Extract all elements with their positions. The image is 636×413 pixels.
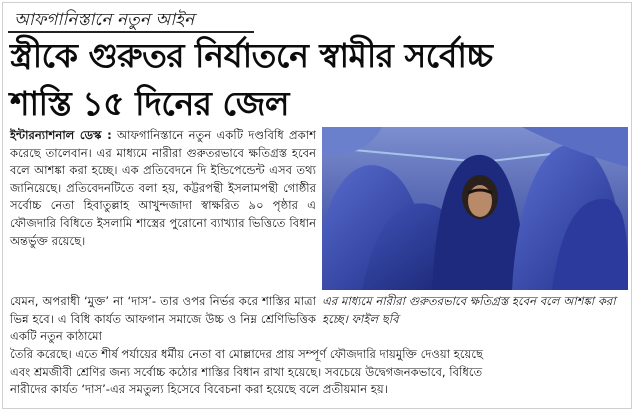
news-photo: [322, 127, 628, 290]
body-line-1: তৈরি করেছে। এতে শীর্ষ পর্যায়ের ধর্মীয় নেতা বা মোল্লাদের প্রায় সম্পূর্ণ ফৌজদারি দায়মুক্তি দেওয়া হয়েছে: [10, 347, 484, 361]
desk-label: ইন্টারন্যাশনাল ডেস্ক :: [10, 128, 112, 142]
burqa-women-photo: [322, 127, 628, 290]
body-line-2: এবং শ্রমজীবী শ্রেণির জন্য সর্বোচ্চ কঠোর শাস্তির বিধান রাখা হয়েছে। সবচেয়ে উদ্বেগজনকভাবে, বিধিতে: [10, 364, 483, 379]
headline-line-1: স্ত্রীকে গুরুতর নির্যাতনে স্বামীর সর্বোচ্চ: [10, 36, 493, 75]
article-body-column: [10, 127, 316, 250]
paragraph-1-text: আফগানিস্তানে নতুন একটি দণ্ডবিধি প্রকাশ করেছে তালেবান। এর মাধ্যমে নারীরা গুরুতরভাবে ক্ষতিগ্রস্ত হবেন বলে আশঙ্কা করা হচ্ছে। এক প্রতিবেদনে দি ইন্ডিপেন্ডেন্ট এসব তথ্য জানিয়েছে। প্রতিবেদনটিতে বলা হয়, কট্টরপন্থী ইসলামপন্থী গোষ্ঠীর সর্বোচ্চ নেতা হিবাতুল্লাহ আখুন্দজাদা স্বাক্ষরিত ৯০ পৃষ্ঠার এ ফৌজদারি বিধিতে ইসলামি শাস্ত্রের পুরোনো ব্যাখ্যার ভিত্তিতে বিধান অন্তর্ভুক্ত রয়েছে।: [10, 128, 316, 248]
photo-caption: এর মাধ্যমে নারীরা গুরুতরভাবে ক্ষতিগ্রস্ত হবেন বলে আশঙ্কা করা হচ্ছে। ফাইল ছবি: [322, 294, 616, 326]
paragraph-1: [10, 127, 316, 250]
body-line-3: নারীদের কার্যত ‘দাস’-এর সমতুল্য হিসেবে বিবেচনা করা হয়েছে বলে প্রতীয়মান হয়।: [10, 382, 388, 397]
article-body-column-2: [10, 293, 316, 346]
kicker-text: আফগানিস্তানে নতুন আইন: [14, 10, 195, 30]
paragraph-2: যেমন, অপরাধী ‘মুক্ত’ না ‘দাস’- তার ওপর নির্ভর করে শাস্তির মাত্রা ভিন্ন হবে। এ বিধি কার্যত আফগান সমাজে উচ্চ ও নিম্ন শ্রেণিভিত্তিক একটি নতুন কাঠামো: [10, 294, 316, 344]
kicker-underline: [8, 31, 254, 33]
article-body-full-width: [10, 346, 628, 399]
kicker-box: [8, 4, 256, 32]
headline-line-2: শাস্তি ১৫ দিনের জেল: [10, 84, 289, 123]
